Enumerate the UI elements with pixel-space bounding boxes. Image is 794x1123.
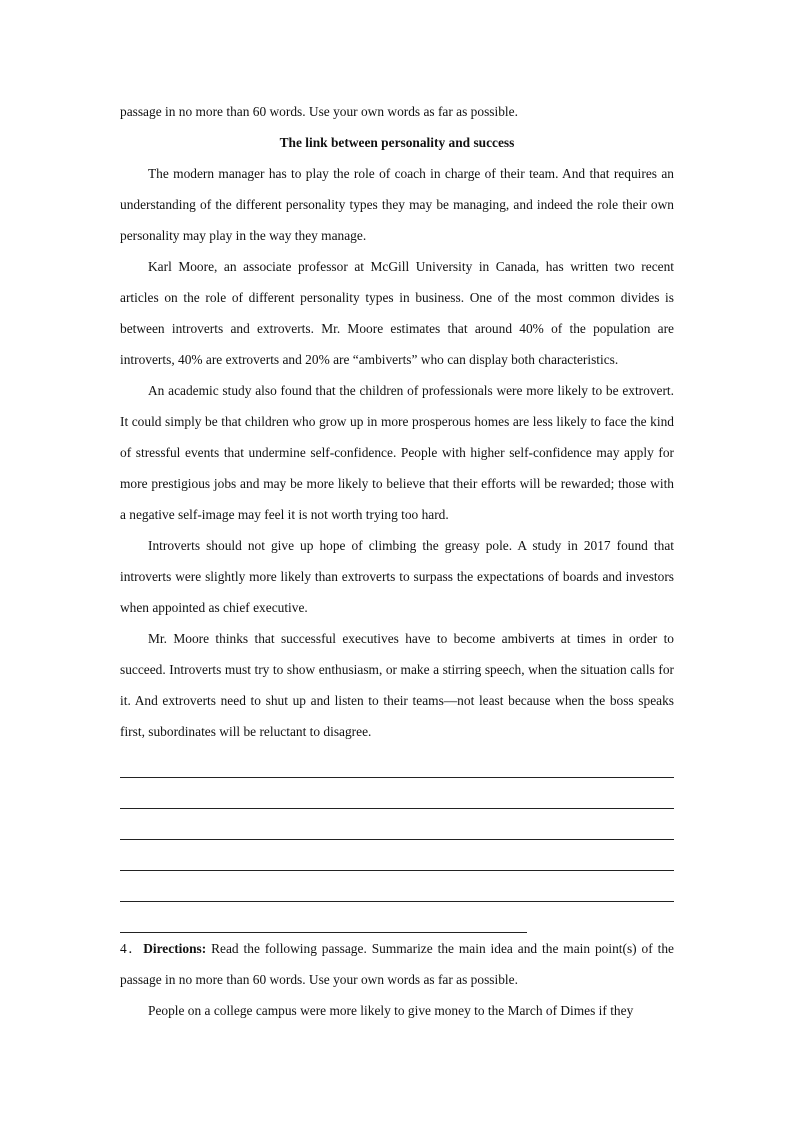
document-page [120, 96, 674, 1026]
paragraph-1: The modern manager has to play the role of coach in charge of their team. And that requires an understanding of the different personality types they may be managing, and indeed the role their own personality may play in the way they manage. [120, 166, 674, 243]
answer-line[interactable] [120, 809, 674, 840]
paragraph-3: An academic study also found that the children of professionals were more likely to be extrovert. It could simply be that children who grow up in more prosperous homes are less likely to face the kind of stressful events that undermine self-confidence. People with higher self-confidence may apply for more prestigious jobs and may be more likely to believe that their efforts will be rewarded; those with a negative self-image may feel it is not worth trying too hard. [120, 383, 674, 522]
question-4-passage-start: People on a college campus were more likely to give money to the March of Dimes if they [148, 1003, 634, 1018]
carryover-instruction: passage in no more than 60 words. Use your own words as far as possible. [120, 104, 518, 119]
answer-line[interactable] [120, 902, 527, 933]
question-number: 4． [120, 941, 144, 956]
directions-text: Read the following passage. Summarize the main idea and the main point(s) of the passage in no more than 60 words. Use your own words as far as possible. [120, 941, 674, 987]
passage-title: The link between personality and success [279, 135, 515, 150]
answer-line[interactable] [120, 840, 674, 871]
answer-line[interactable] [120, 871, 674, 902]
answer-line[interactable] [120, 747, 674, 778]
directions-label: Directions: [143, 941, 207, 956]
answer-lines [120, 747, 674, 933]
paragraph-2: Karl Moore, an associate professor at McGill University in Canada, has written two recent articles on the role of different personality types in business. One of the most common divides is between introverts and extroverts. Mr. Moore estimates that around 40% of the population are introverts, 40% are extroverts and 20% are “ambiverts” who can display both characteristics. [120, 259, 674, 367]
question-4-directions [120, 933, 674, 995]
paragraph-5: Mr. Moore thinks that successful executives have to become ambiverts at times in order to succeed. Introverts must try to show enthusiasm, or make a stirring speech, when the situation calls for it. And extroverts need to shut up and listen to their teams—not least because when the boss speaks first, subordinates will be reluctant to disagree. [120, 631, 674, 739]
answer-line[interactable] [120, 778, 674, 809]
paragraph-4: Introverts should not give up hope of climbing the greasy pole. A study in 2017 found that introverts were slightly more likely than extroverts to surpass the expectations of boards and investors when appointed as chief executive. [120, 538, 674, 615]
